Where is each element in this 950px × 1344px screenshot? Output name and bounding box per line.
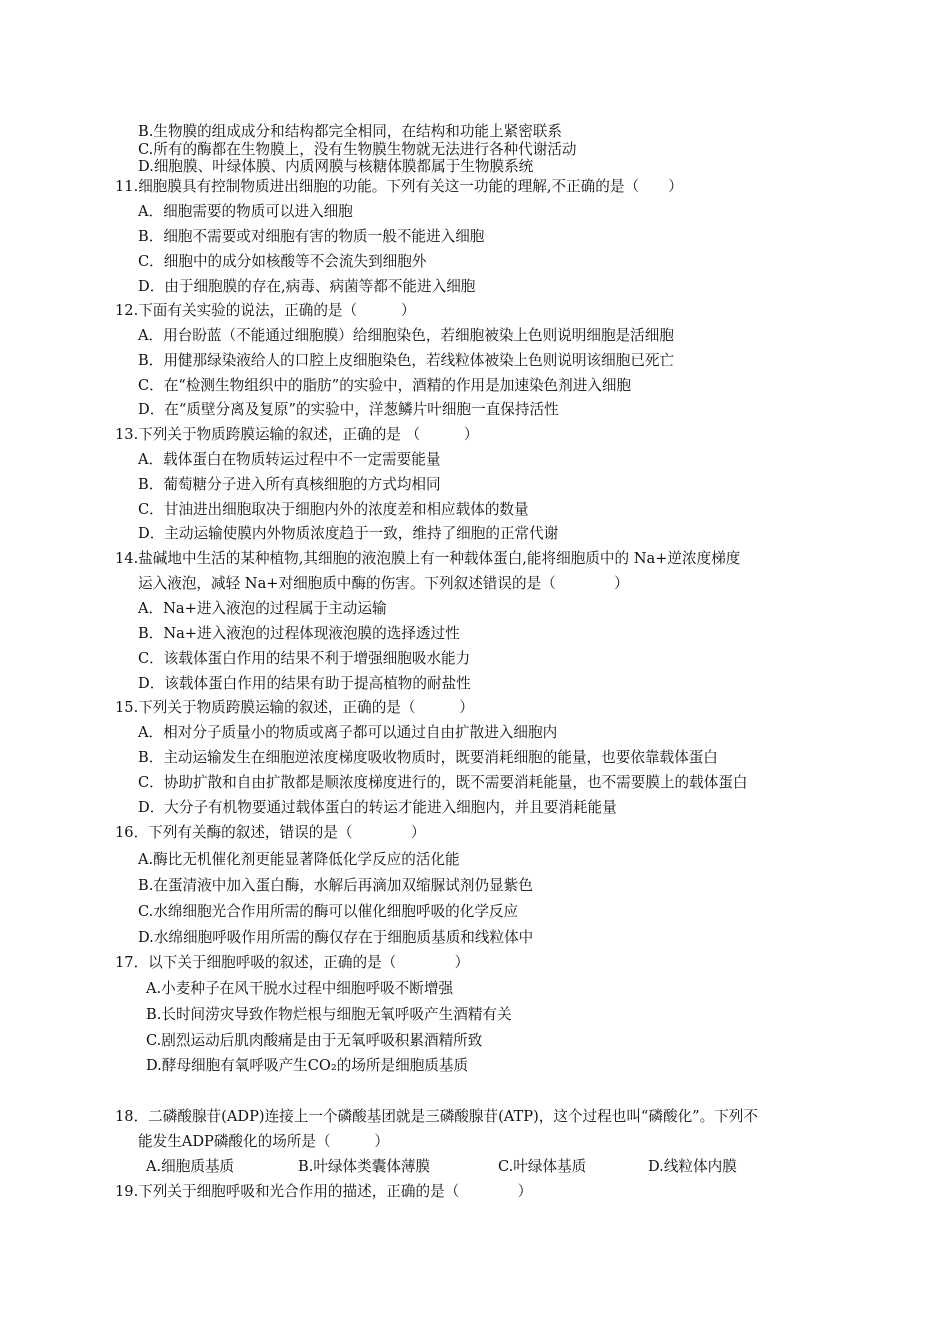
question-16-option-c: C.水绵细胞光合作用所需的酶可以催化细胞呼吸的化学反应 <box>138 903 519 920</box>
question-14-option-d: D．该载体蛋白作用的结果有助于提高植物的耐盐性 <box>138 675 471 692</box>
question-13-stem: 13.下列关于物质跨膜运输的叙述，正确的是 （ ） <box>115 426 479 443</box>
question-15-option-c: C．协助扩散和自由扩散都是顺浓度梯度进行的，既不需要消耗能量，也不需要膜上的载体蛋白 <box>138 774 748 791</box>
question-12-option-c: C．在“检测生物组织中的脂肪”的实验中，酒精的作用是加速染色剂进入细胞 <box>138 377 632 394</box>
question-11-option-b: B．细胞不需要或对细胞有害的物质一般不能进入细胞 <box>138 228 485 245</box>
question-14-stem-line1: 14.盐碱地中生活的某种植物,其细胞的液泡膜上有一种载体蛋白,能将细胞质中的 Na+逆浓度梯度 <box>115 550 741 567</box>
option-b-prev: B.生物膜的组成成分和结构都完全相同，在结构和功能上紧密联系 <box>138 123 562 140</box>
question-16-option-d: D.水绵细胞呼吸作用所需的酶仅存在于细胞质基质和线粒体中 <box>138 929 534 946</box>
question-11-option-d: D．由于细胞膜的存在,病毒、病菌等都不能进入细胞 <box>138 278 476 295</box>
question-14-stem-line2: 运入液泡，减轻 Na+对细胞质中酶的伤害。下列叙述错误的是（ ） <box>138 575 629 592</box>
question-17-option-a: A.小麦种子在风干脱水过程中细胞呼吸不断增强 <box>146 980 454 997</box>
question-18-option-d: D.线粒体内膜 <box>648 1158 737 1175</box>
question-16-option-b: B.在蛋清液中加入蛋白酶，水解后再滴加双缩脲试剂仍显紫色 <box>138 877 533 894</box>
option-c-prev: C.所有的酶都在生物膜上，没有生物膜生物就无法进行各种代谢活动 <box>138 141 577 158</box>
question-14-option-c: C．该载体蛋白作用的结果不利于增强细胞吸水能力 <box>138 650 471 667</box>
question-12-option-b: B．用健那绿染液给人的口腔上皮细胞染色，若线粒体被染上色则说明该细胞已死亡 <box>138 352 675 369</box>
question-15-option-a: A．相对分子质量小的物质或离子都可以通过自由扩散进入细胞内 <box>138 724 558 741</box>
question-18-option-c: C.叶绿体基质 <box>498 1158 587 1175</box>
question-17-option-b: B.长时间涝灾导致作物烂根与细胞无氧呼吸产生酒精有关 <box>146 1006 512 1023</box>
question-16-stem: 16．下列有关酶的叙述，错误的是（ ） <box>115 824 426 841</box>
question-15-option-b: B．主动运输发生在细胞逆浓度梯度吸收物质时，既要消耗细胞的能量，也要依靠载体蛋白 <box>138 749 718 766</box>
question-14-option-a: A．Na+进入液泡的过程属于主动运输 <box>138 600 387 617</box>
question-11-option-c: C．细胞中的成分如核酸等不会流失到细胞外 <box>138 253 427 270</box>
question-18-option-b: B.叶绿体类囊体薄膜 <box>298 1158 431 1175</box>
question-13-option-d: D．主动运输使膜内外物质浓度趋于一致，维持了细胞的正常代谢 <box>138 525 559 542</box>
question-13-option-c: C．甘油进出细胞取决于细胞内外的浓度差和相应载体的数量 <box>138 501 529 518</box>
question-12-stem: 12.下面有关实验的说法，正确的是（ ） <box>115 302 416 319</box>
question-14-option-b: B．Na+进入液泡的过程体现液泡膜的选择透过性 <box>138 625 460 642</box>
question-17-option-d: D.酵母细胞有氧呼吸产生CO₂的场所是细胞质基质 <box>146 1057 469 1074</box>
question-11-stem: 11.细胞膜具有控制物质进出细胞的功能。下列有关这一功能的理解,不正确的是（ ） <box>115 178 683 195</box>
question-13-option-b: B．葡萄糖分子进入所有真核细胞的方式均相同 <box>138 476 441 493</box>
question-12-option-d: D．在“质壁分离及复原”的实验中，洋葱鳞片叶细胞一直保持活性 <box>138 401 559 418</box>
option-d-prev: D.细胞膜、叶绿体膜、内质网膜与核糖体膜都属于生物膜系统 <box>138 158 534 175</box>
question-15-stem: 15.下列关于物质跨膜运输的叙述，正确的是（ ） <box>115 699 474 716</box>
question-18-stem-line2: 能发生ADP磷酸化的场所是（ ） <box>138 1133 389 1150</box>
question-16-option-a: A.酶比无机催化剂更能显著降低化学反应的活化能 <box>138 851 460 868</box>
question-18-stem-line1: 18．二磷酸腺苷(ADP)连接上一个磷酸基团就是三磷酸腺苷(ATP)，这个过程也叫“磷酸化”。下列不 <box>115 1108 758 1125</box>
question-13-option-a: A．载体蛋白在物质转运过程中不一定需要能量 <box>138 451 441 468</box>
question-19-stem: 19.下列关于细胞呼吸和光合作用的描述，正确的是（ ） <box>115 1183 533 1200</box>
question-12-option-a: A．用台盼蓝（不能通过细胞膜）给细胞染色，若细胞被染上色则说明细胞是活细胞 <box>138 327 674 344</box>
question-11-option-a: A．细胞需要的物质可以进入细胞 <box>138 203 353 220</box>
question-15-option-d: D．大分子有机物要通过载体蛋白的转运才能进入细胞内，并且要消耗能量 <box>138 799 617 816</box>
question-17-stem: 17．以下关于细胞呼吸的叙述，正确的是（ ） <box>115 954 470 971</box>
question-18-option-a: A.细胞质基质 <box>146 1158 235 1175</box>
question-17-option-c: C.剧烈运动后肌肉酸痛是由于无氧呼吸积累酒精所致 <box>146 1032 483 1049</box>
